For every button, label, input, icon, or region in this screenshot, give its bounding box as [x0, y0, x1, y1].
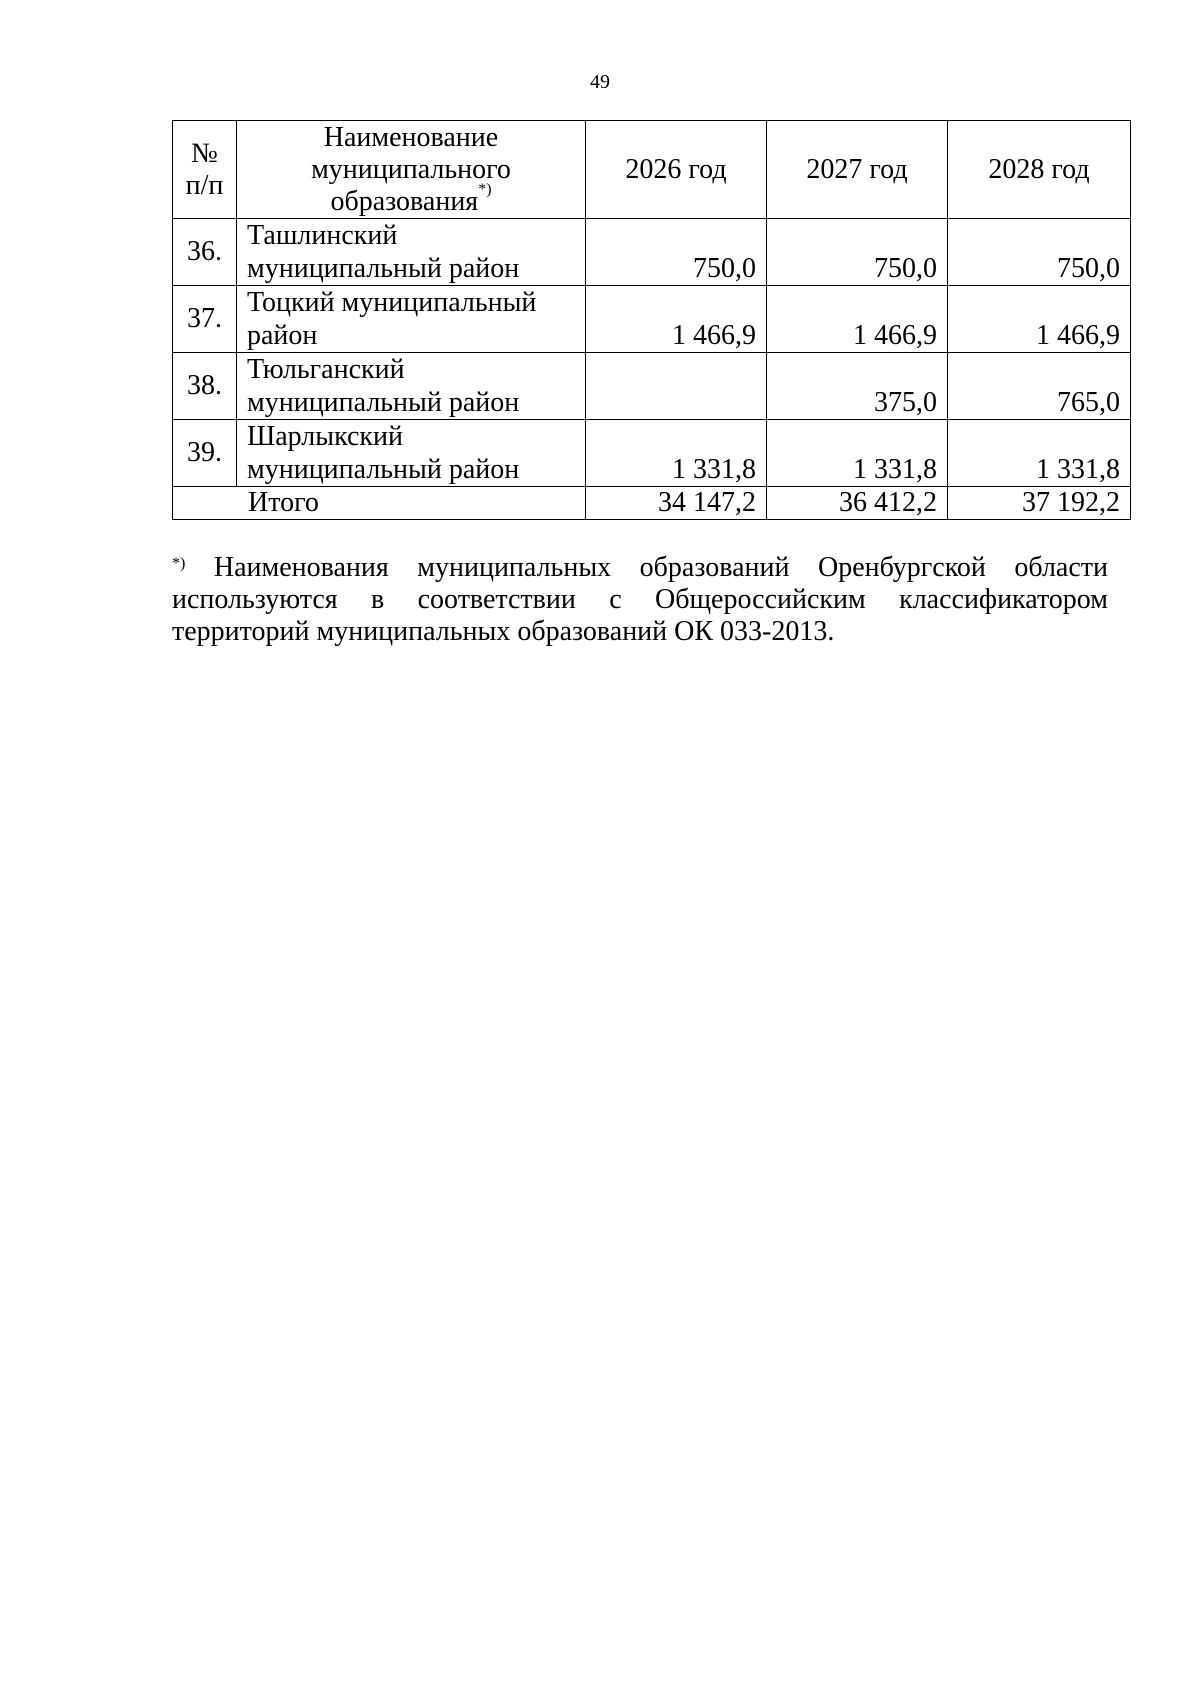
- header-name-line2: муниципального: [311, 153, 511, 185]
- table-row: [173, 286, 1131, 353]
- total-row: [173, 487, 1131, 520]
- row-number: 36.: [173, 219, 237, 286]
- row-name-line2: муниципальный район: [247, 454, 520, 485]
- header-year-2027: 2027 год: [767, 121, 948, 219]
- row-name: [237, 219, 586, 286]
- total-2027: 36 412,2: [767, 487, 948, 520]
- table-row: [173, 353, 1131, 420]
- value-2028: 1 331,8: [948, 420, 1131, 487]
- row-name-line1: Тоцкий муниципальный: [247, 287, 537, 318]
- value-2027: 1 331,8: [767, 420, 948, 487]
- footnote-line3: территорий муниципальных образований ОК 033-2013.: [172, 616, 835, 647]
- value-2026: 1 466,9: [586, 286, 767, 353]
- footnote-mark: *): [172, 555, 186, 572]
- header-name-line3: образования: [330, 185, 479, 217]
- row-number: 38.: [173, 353, 237, 420]
- row-name-line2: муниципальный район: [247, 253, 520, 284]
- row-name-line1: Тюльганский: [247, 354, 405, 385]
- header-name-line3-wrap: [237, 180, 585, 218]
- footnote: [172, 552, 1108, 648]
- value-2028: 1 466,9: [948, 286, 1131, 353]
- total-2028: 37 192,2: [948, 487, 1131, 520]
- table-row: [173, 420, 1131, 487]
- row-name-line2: муниципальный район: [247, 387, 520, 418]
- header-name-line1: Наименование: [323, 121, 499, 153]
- header-name: [237, 121, 586, 219]
- row-name-line1: Ташлинский: [247, 220, 398, 251]
- header-number: [173, 121, 237, 219]
- value-2026: 750,0: [586, 219, 767, 286]
- footnote-line1: Наименования муниципальных образований Оренбургской области: [213, 552, 1108, 583]
- header-number-line2: п/п: [185, 169, 224, 201]
- row-name-line1: Шарлыкский: [247, 421, 403, 452]
- value-2028: 765,0: [948, 353, 1131, 420]
- table-header-row: [173, 121, 1131, 219]
- row-name: [237, 353, 586, 420]
- total-label: Итого: [173, 487, 586, 520]
- header-year-2028: 2028 год: [948, 121, 1131, 219]
- value-2026: 1 331,8: [586, 420, 767, 487]
- value-2027: 750,0: [767, 219, 948, 286]
- row-name: [237, 286, 586, 353]
- row-name-line2: район: [247, 320, 318, 351]
- value-2027: 1 466,9: [767, 286, 948, 353]
- header-footnote-ref: *): [478, 180, 492, 198]
- header-year-2026: 2026 год: [586, 121, 767, 219]
- page-number: 49: [590, 71, 610, 93]
- footnote-line2: используются в соответствии с Общероссийским классификатором: [172, 584, 1108, 615]
- header-number-line1: №: [191, 137, 218, 169]
- footnote-line1-wrap: [172, 552, 1108, 584]
- municipal-funding-table: [172, 120, 1131, 520]
- total-2026: 34 147,2: [586, 487, 767, 520]
- row-name: [237, 420, 586, 487]
- row-number: 39.: [173, 420, 237, 487]
- table-row: [173, 219, 1131, 286]
- value-2027: 375,0: [767, 353, 948, 420]
- row-number: 37.: [173, 286, 237, 353]
- value-2028: 750,0: [948, 219, 1131, 286]
- value-2026: [586, 353, 767, 420]
